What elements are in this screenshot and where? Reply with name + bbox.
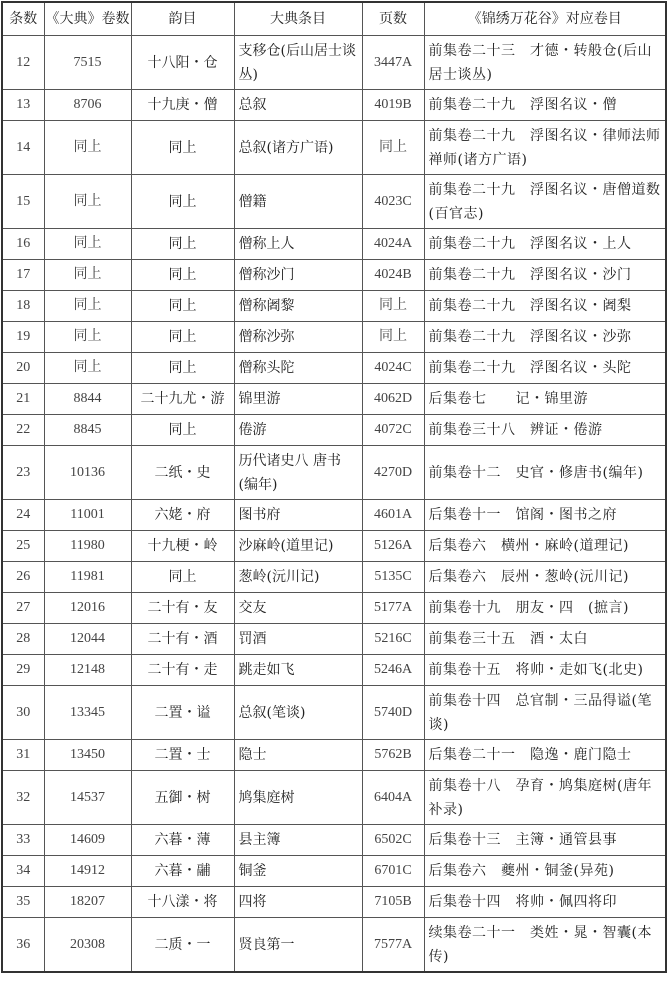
jinxiu-volume-cell: 前集卷二十九 浮图名议・僧 (424, 90, 666, 121)
rhyme-cell: 二十九尤・游 (131, 384, 234, 415)
jinxiu-volume-cell: 后集卷十四 将帅・佩四将印 (424, 887, 666, 918)
dadian-entry-cell: 支移仓(后山居士谈丛) (234, 36, 362, 90)
entry-number-cell: 15 (2, 175, 44, 229)
table-row (2, 624, 666, 655)
page-cell: 4024A (362, 229, 424, 260)
jinxiu-volume-cell: 前集卷二十九 浮图名议・阇梨 (424, 291, 666, 322)
header-dadian-entry: 大典条目 (234, 2, 362, 36)
table-row (2, 918, 666, 973)
rhyme-cell: 同上 (131, 353, 234, 384)
jinxiu-volume-cell: 前集卷二十九 浮图名议・律师法师禅师(诸方广语) (424, 121, 666, 175)
dadian-volume-cell: 14609 (44, 825, 131, 856)
table-row (2, 825, 666, 856)
jinxiu-volume-cell: 后集卷六 横州・麻岭(道理记) (424, 531, 666, 562)
dadian-entry-cell: 总叙(笔谈) (234, 686, 362, 740)
page-cell: 4023C (362, 175, 424, 229)
rhyme-cell: 同上 (131, 229, 234, 260)
header-row (2, 2, 666, 36)
dadian-volume-cell: 13450 (44, 740, 131, 771)
dadian-entry-cell: 四将 (234, 887, 362, 918)
jinxiu-volume-cell: 前集卷二十三 才德・转般仓(后山居士谈丛) (424, 36, 666, 90)
dadian-entry-cell: 僧称上人 (234, 229, 362, 260)
table-row (2, 771, 666, 825)
page-cell: 7105B (362, 887, 424, 918)
dadian-volume-cell: 11001 (44, 500, 131, 531)
rhyme-cell: 同上 (131, 260, 234, 291)
dadian-volume-cell: 12044 (44, 624, 131, 655)
rhyme-cell: 二纸・史 (131, 446, 234, 500)
dadian-entry-cell: 铜釜 (234, 856, 362, 887)
jinxiu-volume-cell: 前集卷二十九 浮图名议・头陀 (424, 353, 666, 384)
jinxiu-volume-cell: 续集卷二十一 类姓・晁・智囊(本传) (424, 918, 666, 973)
rhyme-cell: 六暮・鬴 (131, 856, 234, 887)
table-row (2, 229, 666, 260)
dadian-volume-cell: 同上 (44, 353, 131, 384)
table-row (2, 353, 666, 384)
jinxiu-volume-cell: 前集卷十九 朋友・四 (摭言) (424, 593, 666, 624)
entry-number-cell: 28 (2, 624, 44, 655)
page-cell: 5740D (362, 686, 424, 740)
rhyme-cell: 同上 (131, 415, 234, 446)
table-row (2, 593, 666, 624)
dadian-volume-cell: 10136 (44, 446, 131, 500)
header-page: 页数 (362, 2, 424, 36)
dadian-entry-cell: 图书府 (234, 500, 362, 531)
entry-number-cell: 35 (2, 887, 44, 918)
rhyme-cell: 五御・树 (131, 771, 234, 825)
header-jinxiu-volume: 《锦绣万花谷》对应卷目 (424, 2, 666, 36)
jinxiu-volume-cell: 前集卷三十五 酒・太白 (424, 624, 666, 655)
table-row (2, 531, 666, 562)
dadian-volume-cell: 12016 (44, 593, 131, 624)
page-cell: 同上 (362, 291, 424, 322)
table-row (2, 740, 666, 771)
entry-number-cell: 20 (2, 353, 44, 384)
table-row (2, 856, 666, 887)
entry-number-cell: 25 (2, 531, 44, 562)
table-row (2, 322, 666, 353)
dadian-entry-cell: 僧称沙门 (234, 260, 362, 291)
page-cell: 4062D (362, 384, 424, 415)
dadian-volume-cell: 同上 (44, 229, 131, 260)
rhyme-cell: 二十有・走 (131, 655, 234, 686)
header-entry-number: 条数 (2, 2, 44, 36)
dadian-entry-cell: 鸠集庭树 (234, 771, 362, 825)
entry-number-cell: 36 (2, 918, 44, 973)
dadian-volume-cell: 12148 (44, 655, 131, 686)
dadian-volume-cell: 同上 (44, 260, 131, 291)
rhyme-cell: 同上 (131, 175, 234, 229)
entry-number-cell: 14 (2, 121, 44, 175)
table-row (2, 291, 666, 322)
dadian-entry-cell: 倦游 (234, 415, 362, 446)
header-dadian-volume: 《大典》卷数 (44, 2, 131, 36)
page-cell: 3447A (362, 36, 424, 90)
table-row (2, 686, 666, 740)
entry-number-cell: 27 (2, 593, 44, 624)
dadian-volume-cell: 同上 (44, 175, 131, 229)
jinxiu-volume-cell: 前集卷二十九 浮图名议・沙门 (424, 260, 666, 291)
table-row (2, 36, 666, 90)
page-cell: 5246A (362, 655, 424, 686)
rhyme-cell: 十九梗・岭 (131, 531, 234, 562)
rhyme-cell: 十八漾・将 (131, 887, 234, 918)
entry-number-cell: 12 (2, 36, 44, 90)
header-rhyme: 韵目 (131, 2, 234, 36)
dadian-volume-cell: 8845 (44, 415, 131, 446)
page-cell: 7577A (362, 918, 424, 973)
rhyme-cell: 二十有・友 (131, 593, 234, 624)
table-row (2, 90, 666, 121)
rhyme-cell: 二置・士 (131, 740, 234, 771)
page-cell: 5126A (362, 531, 424, 562)
page-cell: 4024C (362, 353, 424, 384)
dadian-entry-cell: 罚酒 (234, 624, 362, 655)
entry-number-cell: 24 (2, 500, 44, 531)
dadian-entry-cell: 僧称沙弥 (234, 322, 362, 353)
rhyme-cell: 同上 (131, 562, 234, 593)
page-cell: 同上 (362, 322, 424, 353)
jinxiu-volume-cell: 前集卷十八 孕育・鸠集庭树(唐年补录) (424, 771, 666, 825)
table-body (2, 36, 666, 973)
entry-number-cell: 30 (2, 686, 44, 740)
entry-number-cell: 26 (2, 562, 44, 593)
dadian-entry-cell: 总叙(诸方广语) (234, 121, 362, 175)
page-cell: 6502C (362, 825, 424, 856)
dadian-entry-cell: 沙麻岭(道里记) (234, 531, 362, 562)
dadian-volume-cell: 8706 (44, 90, 131, 121)
entry-number-cell: 23 (2, 446, 44, 500)
jinxiu-volume-cell: 前集卷二十九 浮图名议・上人 (424, 229, 666, 260)
dadian-volume-cell: 11981 (44, 562, 131, 593)
yongle-dadian-correspondence-table (1, 1, 667, 973)
jinxiu-volume-cell: 后集卷十一 馆阁・图书之府 (424, 500, 666, 531)
page-cell: 5135C (362, 562, 424, 593)
table-row (2, 446, 666, 500)
dadian-entry-cell: 跳走如飞 (234, 655, 362, 686)
page-cell: 6701C (362, 856, 424, 887)
page-cell: 5177A (362, 593, 424, 624)
dadian-entry-cell: 锦里游 (234, 384, 362, 415)
dadian-entry-cell: 隐士 (234, 740, 362, 771)
dadian-entry-cell: 历代诸史八 唐书(编年) (234, 446, 362, 500)
table-row (2, 175, 666, 229)
jinxiu-volume-cell: 前集卷十二 史官・修唐书(编年) (424, 446, 666, 500)
dadian-volume-cell: 7515 (44, 36, 131, 90)
entry-number-cell: 17 (2, 260, 44, 291)
table-row (2, 655, 666, 686)
entry-number-cell: 29 (2, 655, 44, 686)
rhyme-cell: 同上 (131, 322, 234, 353)
entry-number-cell: 31 (2, 740, 44, 771)
table-row (2, 415, 666, 446)
rhyme-cell: 六暮・薄 (131, 825, 234, 856)
rhyme-cell: 二十有・酒 (131, 624, 234, 655)
page-cell: 5216C (362, 624, 424, 655)
dadian-volume-cell: 14537 (44, 771, 131, 825)
jinxiu-volume-cell: 前集卷二十九 浮图名议・唐僧道数(百官志) (424, 175, 666, 229)
dadian-volume-cell: 13345 (44, 686, 131, 740)
jinxiu-volume-cell: 前集卷二十九 浮图名议・沙弥 (424, 322, 666, 353)
rhyme-cell: 二置・谥 (131, 686, 234, 740)
rhyme-cell: 二质・一 (131, 918, 234, 973)
dadian-entry-cell: 僧称头陀 (234, 353, 362, 384)
dadian-entry-cell: 交友 (234, 593, 362, 624)
entry-number-cell: 16 (2, 229, 44, 260)
jinxiu-volume-cell: 后集卷六 辰州・葱岭(沅川记) (424, 562, 666, 593)
rhyme-cell: 同上 (131, 121, 234, 175)
dadian-entry-cell: 总叙 (234, 90, 362, 121)
rhyme-cell: 六姥・府 (131, 500, 234, 531)
entry-number-cell: 33 (2, 825, 44, 856)
dadian-entry-cell: 贤良第一 (234, 918, 362, 973)
dadian-volume-cell: 同上 (44, 291, 131, 322)
entry-number-cell: 32 (2, 771, 44, 825)
entry-number-cell: 21 (2, 384, 44, 415)
page-cell: 4601A (362, 500, 424, 531)
rhyme-cell: 同上 (131, 291, 234, 322)
dadian-entry-cell: 葱岭(沅川记) (234, 562, 362, 593)
jinxiu-volume-cell: 前集卷十四 总官制・三品得谥(笔谈) (424, 686, 666, 740)
page-cell: 5762B (362, 740, 424, 771)
rhyme-cell: 十九庚・僧 (131, 90, 234, 121)
jinxiu-volume-cell: 后集卷七 记・锦里游 (424, 384, 666, 415)
jinxiu-volume-cell: 前集卷十五 将帅・走如飞(北史) (424, 655, 666, 686)
page-cell: 4019B (362, 90, 424, 121)
page-cell: 6404A (362, 771, 424, 825)
page-cell: 4270D (362, 446, 424, 500)
jinxiu-volume-cell: 后集卷十三 主簿・通管县事 (424, 825, 666, 856)
dadian-entry-cell: 僧称阇黎 (234, 291, 362, 322)
entry-number-cell: 13 (2, 90, 44, 121)
jinxiu-volume-cell: 后集卷六 夔州・铜釜(异苑) (424, 856, 666, 887)
rhyme-cell: 十八阳・仓 (131, 36, 234, 90)
page-cell: 4024B (362, 260, 424, 291)
table-row (2, 384, 666, 415)
entry-number-cell: 22 (2, 415, 44, 446)
dadian-volume-cell: 20308 (44, 918, 131, 973)
table-row (2, 562, 666, 593)
dadian-volume-cell: 同上 (44, 322, 131, 353)
jinxiu-volume-cell: 后集卷二十一 隐逸・鹿门隐士 (424, 740, 666, 771)
entry-number-cell: 18 (2, 291, 44, 322)
dadian-volume-cell: 11980 (44, 531, 131, 562)
table-row (2, 260, 666, 291)
table-row (2, 500, 666, 531)
entry-number-cell: 34 (2, 856, 44, 887)
dadian-volume-cell: 8844 (44, 384, 131, 415)
entry-number-cell: 19 (2, 322, 44, 353)
dadian-volume-cell: 14912 (44, 856, 131, 887)
dadian-volume-cell: 同上 (44, 121, 131, 175)
page-cell: 同上 (362, 121, 424, 175)
table-row (2, 121, 666, 175)
jinxiu-volume-cell: 前集卷三十八 辨证・倦游 (424, 415, 666, 446)
table-row (2, 887, 666, 918)
dadian-entry-cell: 县主簿 (234, 825, 362, 856)
page-cell: 4072C (362, 415, 424, 446)
dadian-volume-cell: 18207 (44, 887, 131, 918)
dadian-entry-cell: 僧籍 (234, 175, 362, 229)
